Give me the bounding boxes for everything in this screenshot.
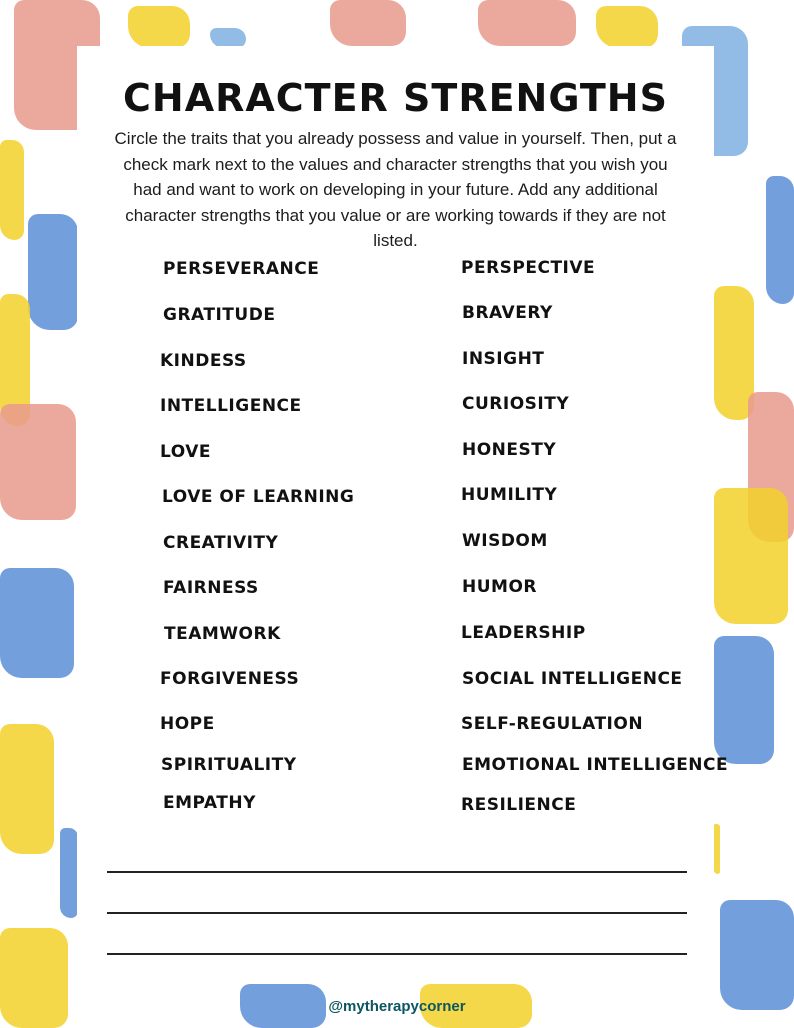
trait-item[interactable]: TEAMWORK (164, 624, 281, 644)
trait-item[interactable]: CURIOSITY (462, 394, 570, 414)
trait-item[interactable]: HUMOR (462, 577, 537, 597)
trait-item[interactable]: BRAVERY (462, 303, 553, 323)
trait-item[interactable]: EMPATHY (163, 793, 256, 813)
watercolor-blob (720, 900, 794, 1010)
watercolor-blob (714, 824, 720, 874)
trait-item[interactable]: SELF-REGULATION (461, 714, 644, 734)
trait-item[interactable]: HONESTY (462, 440, 557, 460)
writing-line[interactable] (107, 953, 687, 955)
trait-item[interactable]: PERSPECTIVE (461, 258, 596, 278)
watercolor-blob (596, 6, 658, 48)
watercolor-blob (330, 0, 406, 46)
page-title: CHARACTER STRENGTHS (123, 76, 668, 120)
watercolor-blob (478, 0, 576, 46)
trait-item[interactable]: LOVE (160, 442, 211, 462)
instructions-text: Circle the traits that you already possess and value in yourself. Then, put a check mark next to the values and character strengths that you wish you had and want to work on developing in your future. Add any additional character strengths that you value or are working towards if they are not listed. (114, 129, 677, 250)
trait-item[interactable]: CREATIVITY (163, 533, 279, 553)
watercolor-blob (766, 176, 794, 304)
watercolor-blob (714, 636, 774, 764)
watercolor-blob (0, 568, 74, 678)
trait-item[interactable]: INTELLIGENCE (160, 396, 302, 416)
watercolor-blob (0, 140, 24, 240)
trait-item[interactable]: HOPE (160, 714, 215, 734)
writing-line[interactable] (107, 912, 687, 914)
watercolor-blob (0, 404, 76, 520)
trait-item[interactable]: LEADERSHIP (461, 623, 586, 643)
footer-handle: @mytherapycorner (328, 998, 466, 1015)
watercolor-blob (714, 488, 788, 624)
trait-item[interactable]: SPIRITUALITY (161, 755, 297, 775)
trait-item[interactable]: FORGIVENESS (160, 669, 300, 689)
trait-item[interactable]: FAIRNESS (163, 578, 259, 598)
trait-item[interactable]: HUMILITY (461, 485, 558, 505)
trait-item[interactable]: PERSEVERANCE (163, 259, 320, 279)
worksheet (77, 46, 729, 984)
trait-item[interactable]: INSIGHT (462, 349, 545, 369)
trait-item[interactable]: LOVE OF LEARNING (162, 487, 355, 507)
trait-item[interactable]: GRATITUDE (163, 305, 276, 325)
trait-item[interactable]: RESILIENCE (461, 795, 577, 815)
watercolor-blob (210, 28, 246, 48)
writing-line[interactable] (107, 871, 687, 873)
watercolor-blob (28, 214, 78, 330)
trait-item[interactable]: SOCIAL INTELLIGENCE (462, 669, 683, 689)
watercolor-blob (0, 724, 54, 854)
watercolor-blob (60, 828, 78, 918)
watercolor-blob (128, 6, 190, 48)
trait-item[interactable]: EMOTIONAL INTELLIGENCE (462, 755, 729, 775)
trait-item[interactable]: WISDOM (462, 531, 548, 551)
trait-item[interactable]: KINDESS (160, 351, 247, 371)
